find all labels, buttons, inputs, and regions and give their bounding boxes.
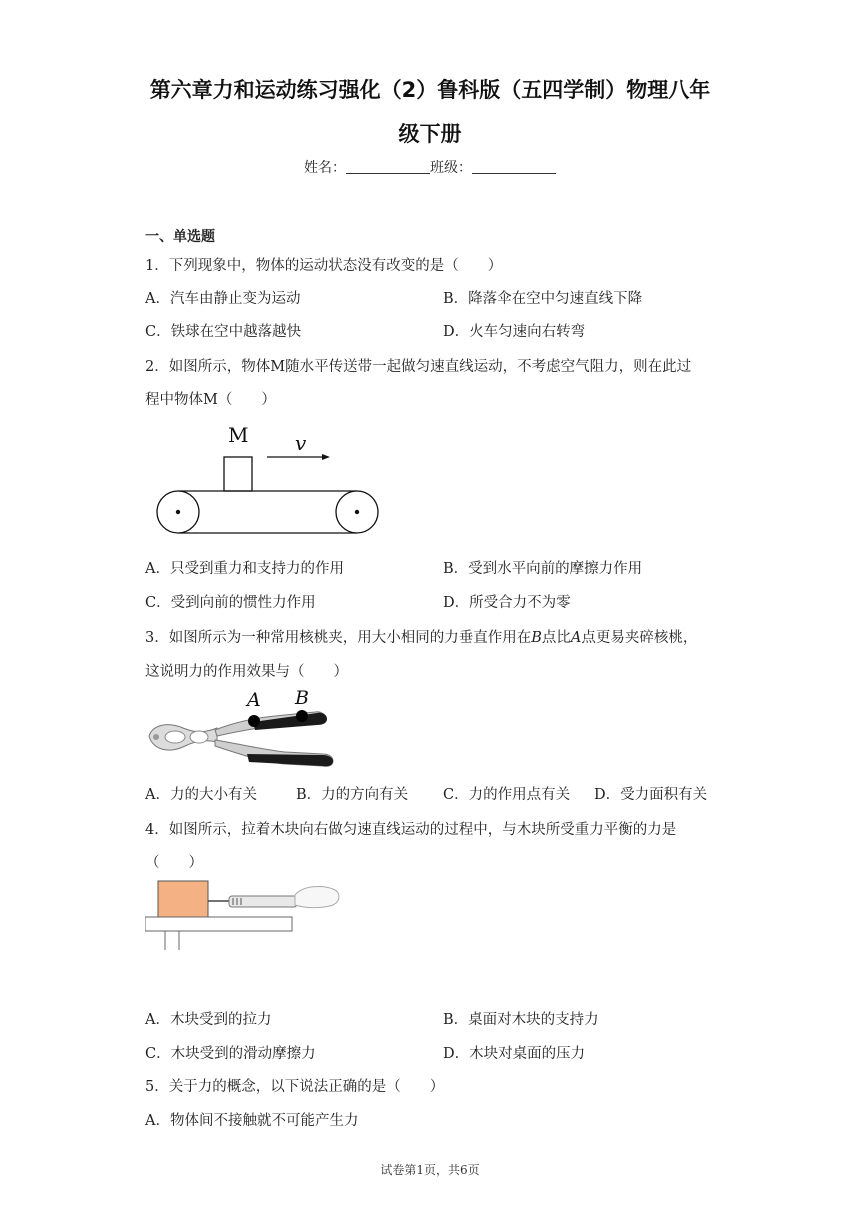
q5-option-a[interactable]: A．物体间不接触就不可能产生力 [145, 1113, 359, 1129]
q4-option-b[interactable]: B．桌面对木块的支持力 [443, 1012, 599, 1028]
q4-option-d[interactable]: D．木块对桌面的压力 [443, 1046, 586, 1062]
object-m-label: M [228, 423, 249, 447]
q1-option-b[interactable]: B．降落伞在空中匀速直线下降 [443, 291, 643, 307]
point-a-dot [248, 715, 260, 727]
q4-stem-line1: 4．如图所示，拉着木块向右做匀速直线运动的过程中，与木块所受重力平衡的力是 [145, 822, 677, 838]
q1-option-a[interactable]: A．汽车由静止变为运动 [145, 291, 301, 307]
q4-option-a[interactable]: A．木块受到的拉力 [145, 1012, 272, 1028]
q1-stem: 1．下列现象中，物体的运动状态没有改变的是（ ） [145, 258, 503, 274]
name-blank[interactable] [346, 161, 430, 174]
point-b-label: B [295, 687, 309, 709]
q2-stem-line2: 程中物体M（ ） [145, 392, 276, 408]
object-m-block [224, 457, 252, 491]
nut-slot-large [190, 731, 208, 743]
q3-option-b[interactable]: B．力的方向有关 [296, 787, 409, 803]
page-title-line1: 第六章力和运动练习强化（2）鲁科版（五四学制）物理八年 [149, 78, 711, 102]
q3-stem-line1 [145, 626, 697, 647]
q2-option-c[interactable]: C．受到向前的惯性力作用 [145, 595, 316, 611]
nut-slot-small [165, 731, 185, 743]
right-roller-axle [355, 510, 359, 514]
class-label: 班级： [430, 160, 472, 176]
q3-point-a: A [570, 630, 582, 646]
name-label: 姓名： [304, 160, 346, 176]
q3-stem-part3: 点更易夹碎核桃， [581, 630, 698, 646]
q2-option-d[interactable]: D．所受合力不为零 [443, 595, 571, 611]
conveyor-belt-figure [150, 420, 385, 540]
q5-stem: 5．关于力的概念，以下说法正确的是（ ） [145, 1079, 445, 1095]
hand-icon [295, 887, 339, 908]
q1-option-d[interactable]: D．火车匀速向右转弯 [443, 324, 586, 340]
nutcracker-figure [145, 684, 340, 774]
q3-option-c[interactable]: C．力的作用点有关 [443, 787, 571, 803]
q3-option-a[interactable]: A．力的大小有关 [145, 787, 257, 803]
page-title-line2: 级下册 [398, 122, 462, 146]
page-footer: 试卷第1页，共6页 [380, 1163, 480, 1177]
q3-stem-line2: 这说明力的作用效果与（ ） [145, 664, 348, 680]
point-b-dot [296, 710, 308, 722]
student-info [0, 157, 860, 177]
pulling-block-figure [145, 875, 345, 955]
q4-stem-line2: （ ） [145, 855, 203, 871]
table-top [145, 917, 292, 931]
point-a-label: A [247, 689, 261, 711]
q2-option-b[interactable]: B．受到水平向前的摩擦力作用 [443, 561, 643, 577]
q3-stem-part1: 3．如图所示为一种常用核桃夹，用大小相同的力垂直作用在 [145, 630, 532, 646]
hinge-pin [153, 734, 159, 740]
section-title: 一、单选题 [145, 229, 215, 245]
q2-option-a[interactable]: A．只受到重力和支持力的作用 [145, 561, 344, 577]
q3-option-d[interactable]: D．受力面积有关 [594, 787, 708, 803]
spring-scale [229, 896, 297, 907]
q3-point-b: B [531, 630, 542, 646]
velocity-arrowhead [322, 454, 330, 460]
q4-option-c[interactable]: C．木块受到的滑动摩擦力 [145, 1046, 316, 1062]
wooden-block [158, 881, 208, 917]
q3-stem-part2: 点比 [541, 630, 571, 646]
velocity-label: v [295, 431, 307, 455]
q2-stem-line1: 2．如图所示，物体M随水平传送带一起做匀速直线运动，不考虑空气阻力，则在此过 [145, 359, 692, 375]
q1-option-c[interactable]: C．铁球在空中越落越快 [145, 324, 302, 340]
class-blank[interactable] [472, 161, 556, 174]
left-roller-axle [176, 510, 180, 514]
